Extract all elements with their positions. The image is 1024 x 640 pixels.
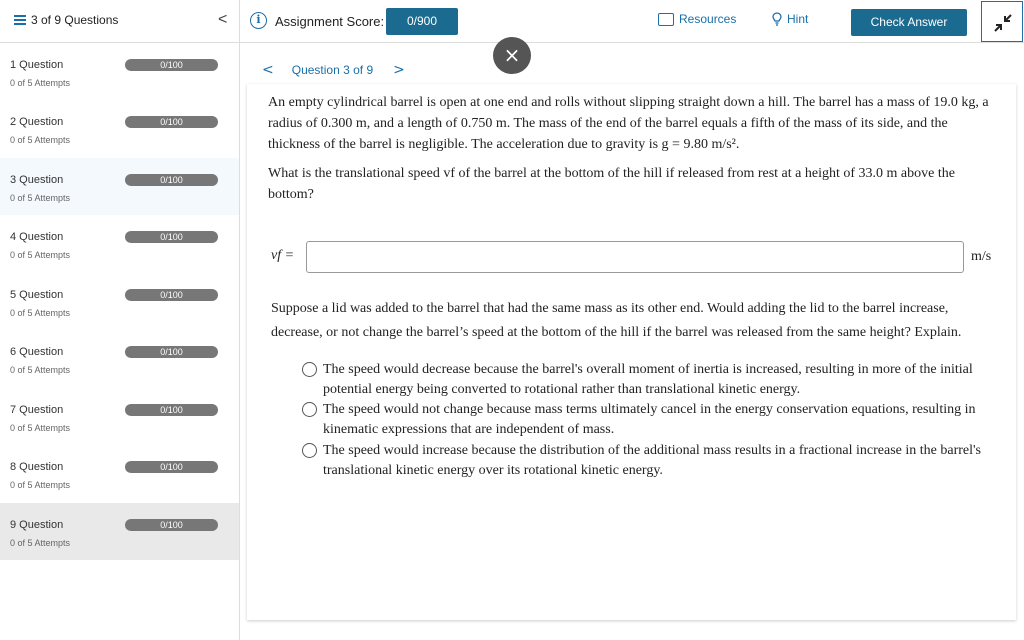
- question-score-badge: 0/100: [125, 404, 218, 416]
- choice-text: The speed would not change because mass terms ultimately cancel in the energy conservation equations, resulting in kinematic expressions that are independent of mass.: [323, 402, 976, 437]
- question-title: 8 Question: [10, 461, 64, 473]
- question-title: 6 Question: [10, 346, 64, 358]
- question-title: 1 Question: [10, 59, 64, 71]
- question-content: [247, 84, 1016, 620]
- followup-question: Suppose a lid was added to the barrel that had the same mass as its other end. Would adding the lid to the barrel increase, decrease, or not change the barrel’s speed at the bottom of the hill if the barrel was released from the same height? Explain.: [271, 301, 962, 340]
- previous-question-button[interactable]: <: [262, 62, 274, 78]
- sidebar-question-6[interactable]: [0, 330, 239, 387]
- question-title: 4 Question: [10, 231, 64, 243]
- question-attempts: 0 of 5 Attempts: [10, 135, 71, 145]
- exit-fullscreen-button[interactable]: [981, 1, 1023, 42]
- problem-statement: An empty cylindrical barrel is open at one end and rolls without slipping straight down a hill. The barrel has a mass of 19.0 kg, a radius of 0.300 m, and a length of 0.750 m. The mass of the end of the barrel equals a fifth of the mass of its side, and the thickness of the barrel is negligible. The acceleration due to gravity is g = 9.80 m/s².: [268, 95, 989, 152]
- question-score-badge: 0/100: [125, 59, 218, 71]
- answer-label: vf =: [271, 248, 295, 263]
- answer-input[interactable]: [306, 241, 964, 273]
- question-title: 3 Question: [10, 174, 64, 186]
- list-icon: [14, 15, 26, 25]
- divider: [239, 0, 240, 43]
- radio-button[interactable]: [302, 362, 317, 377]
- lightbulb-icon: [772, 12, 782, 26]
- question-title: 7 Question: [10, 404, 64, 416]
- question-attempts: 0 of 5 Attempts: [10, 308, 71, 318]
- sidebar-question-8[interactable]: [0, 445, 239, 502]
- sidebar-question-3[interactable]: [0, 158, 239, 215]
- radio-button[interactable]: [302, 402, 317, 417]
- question-score-badge: 0/100: [125, 289, 218, 301]
- sidebar-question-7[interactable]: [0, 388, 239, 445]
- radio-button[interactable]: [302, 443, 317, 458]
- info-icon[interactable]: i: [250, 12, 267, 29]
- folder-icon: [658, 13, 674, 26]
- question-attempts: 0 of 5 Attempts: [10, 193, 71, 203]
- question-attempts: 0 of 5 Attempts: [10, 538, 71, 548]
- question-sidebar: [0, 43, 240, 640]
- assignment-score-value: 0/900: [386, 8, 458, 35]
- sidebar-question-4[interactable]: [0, 215, 239, 272]
- question-title: 9 Question: [10, 519, 64, 531]
- sidebar-question-1[interactable]: [0, 43, 239, 100]
- question-score-badge: 0/100: [125, 461, 218, 473]
- question-indicator: Question 3 of 9: [291, 63, 374, 77]
- question-attempts: 0 of 5 Attempts: [10, 78, 71, 88]
- question-title: 5 Question: [10, 289, 64, 301]
- collapse-arrows-icon: [993, 13, 1013, 33]
- next-question-button[interactable]: >: [393, 62, 405, 78]
- answer-unit: m/s: [971, 249, 992, 264]
- question-navigation: [262, 62, 405, 78]
- question-attempts: 0 of 5 Attempts: [10, 250, 71, 260]
- question-prompt: What is the translational speed vf of the barrel at the bottom of the hill if released from rest at a height of 33.0 m above the bottom?: [268, 166, 955, 202]
- question-score-badge: 0/100: [125, 174, 218, 186]
- sidebar-question-5[interactable]: [0, 273, 239, 330]
- question-attempts: 0 of 5 Attempts: [10, 423, 71, 433]
- question-score-badge: 0/100: [125, 231, 218, 243]
- question-count-label: 3 of 9 Questions: [31, 13, 119, 27]
- question-list-toggle[interactable]: [14, 13, 118, 27]
- question-attempts: 0 of 5 Attempts: [10, 480, 71, 490]
- close-button[interactable]: ×: [493, 37, 531, 74]
- hint-label: Hint: [787, 12, 809, 26]
- collapse-sidebar-button[interactable]: <: [218, 11, 228, 28]
- choice-text: The speed would increase because the distribution of the additional mass results in a fractional increase in the barrel's translational kinetic energy over its rotational kinetic energy.: [323, 443, 981, 478]
- question-score-badge: 0/100: [125, 346, 218, 358]
- question-score-badge: 0/100: [125, 519, 218, 531]
- sidebar-question-9[interactable]: [0, 503, 239, 560]
- question-title: 2 Question: [10, 116, 64, 128]
- resources-button[interactable]: [658, 12, 736, 26]
- sidebar-question-2[interactable]: [0, 100, 239, 157]
- choice-text: The speed would decrease because the barrel's overall moment of inertia is increased, resulting in more of the initial potential energy being converted to rotational rather than translational kinetic energy.: [323, 362, 973, 397]
- question-attempts: 0 of 5 Attempts: [10, 365, 71, 375]
- resources-label: Resources: [679, 12, 737, 26]
- check-answer-button[interactable]: Check Answer: [851, 9, 967, 36]
- question-score-badge: 0/100: [125, 116, 218, 128]
- assignment-score-label: Assignment Score:: [275, 14, 385, 29]
- hint-button[interactable]: [772, 12, 808, 26]
